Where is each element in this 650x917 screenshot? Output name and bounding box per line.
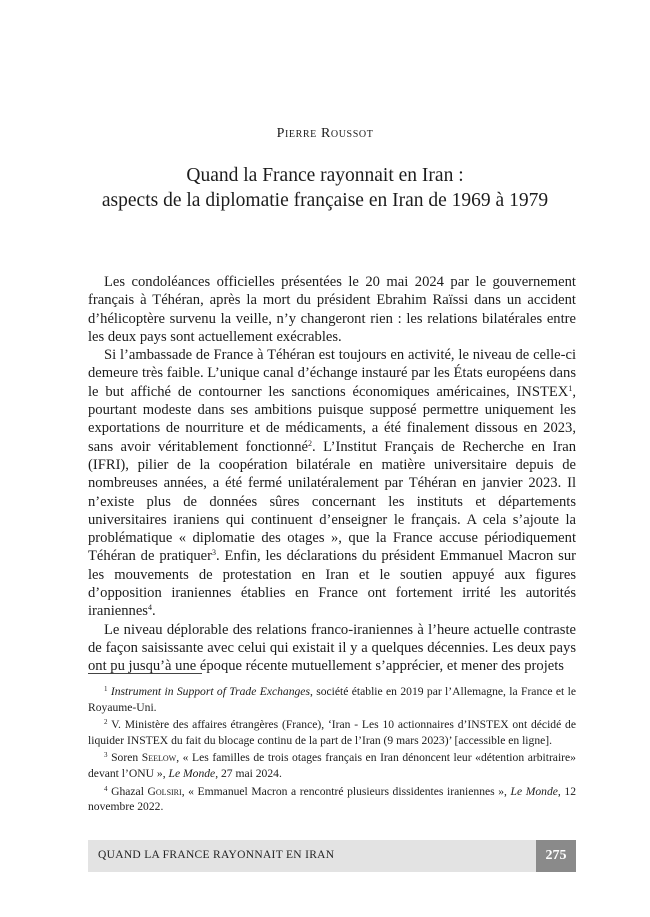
footnote-3-date: , 27 mai 2024.	[215, 766, 282, 780]
paragraph-1: Les condoléances officielles présentées le 20 mai 2024 par le gouvernement français à Téhéran, après la mort du président Ebrahim Raïssi dans un accident d’hélicoptère survenu la veille, n’y changeront rien : les relations bilatérales entre les deux pays sont actuellement exécrables.	[88, 274, 576, 345]
footnote-4-text: , « Emmanuel Macron a rencontré plusieurs dissidentes iraniennes »,	[181, 784, 511, 798]
article-title	[40, 163, 610, 213]
footnote-ref-4[interactable]: 4	[147, 603, 152, 613]
paragraph-2	[88, 346, 576, 620]
footnote-3-author-last: Seelow	[141, 751, 177, 765]
footnote-ref-3[interactable]: 3	[212, 548, 217, 558]
footnote-4-number: 4	[104, 784, 108, 793]
body-text	[88, 273, 576, 676]
footnote-3-journal: Le Monde	[168, 766, 216, 780]
page-number: 275	[536, 840, 576, 872]
footnote-1	[88, 684, 576, 715]
running-footer	[88, 840, 576, 872]
footnote-ref-2[interactable]: 2	[308, 438, 313, 448]
footnote-4	[88, 784, 576, 815]
footnote-2-number: 2	[104, 718, 108, 727]
article-title-line-2: aspects de la diplomatie française en Iran de 1969 à 1979	[101, 190, 549, 211]
footnote-3-number: 3	[104, 751, 108, 760]
footnote-4-author-last: Golsiri	[147, 784, 182, 798]
paragraph-2-part-b: , pourtant modeste dans ses ambitions puisque supposé permettre uniquement les exportations de nourriture et de médicaments, a été finalement dissous en 2023, sans avoir véritablement fonctionné	[88, 383, 576, 455]
footnote-2-text: V. Ministère des affaires étrangères (France), ‘Iran - Les 10 actionnaires d’INSTEX ont décidé de liquider INSTEX du fait du blocage continu de la part de l’Iran (9 mars 2023)’ [accessible en ligne].	[88, 718, 576, 747]
footnote-4-date: , 12 novembre 2022.	[88, 784, 577, 814]
author-name: Pierre Roussot	[276, 126, 374, 141]
footnote-ref-1[interactable]: 1	[568, 383, 573, 393]
footnote-1-italic: Instrument in Support of Trade Exchanges	[110, 685, 310, 698]
footnote-4-author-first: Ghazal	[111, 784, 144, 798]
paragraph-2-part-d: . Enfin, les déclarations du président Emmanuel Macron sur les mouvements de protestation en Iran et le soutien appuyé aux figures d’opposition iraniennes établies en France ont fortement irrité les autorités iraniennes	[88, 548, 577, 620]
footnote-2	[88, 717, 576, 748]
paragraph-2-part-a: Si l’ambassade de France à Téhéran est toujours en activité, le niveau de celle-ci demeure très faible. L’unique canal d’échange instauré par les États européens dans le but affiché de contourner les sanctions économiques américaines, INSTEX	[88, 347, 576, 400]
footnote-3	[88, 750, 576, 781]
footnote-3-text: , « Les familles de trois otages français en Iran dénoncent leur «détention arbitraire» devant l’ONU »,	[88, 751, 576, 780]
running-title: QUAND LA FRANCE RAYONNAIT EN IRAN	[98, 849, 335, 861]
footnote-3-author-first: Soren	[111, 751, 139, 765]
footnotes	[88, 684, 576, 817]
paragraph-2-part-c: . L’Institut Français de Recherche en Iran (IFRI), pilier de la coopération bilatérale en matière universitaire depuis de nombreuses années, a été fermé unilatéralement par Téhéran en janvier 2023. Il n’existe plus de données sûres concernant les instituts et départements universitaires iraniens qui continuent d’enseigner le français. A cela s’ajoute la problématique « diplomatie des otages », que la France accuse périodiquement Téhéran de pratiquer	[88, 438, 577, 565]
article-title-line-1: Quand la France rayonnait en Iran :	[186, 165, 464, 186]
paragraph-3: Le niveau déplorable des relations franco-iraniennes à l’heure actuelle contraste de façon saisissante avec celui qui existait il y a quelques décennies. Les deux pays ont pu jusqu’à une époque récente mutuellement s’apprécier, et mener des projets	[88, 621, 576, 675]
paragraph-2-part-e: .	[151, 603, 156, 620]
footnote-4-journal: Le Monde	[510, 784, 558, 798]
footnote-separator	[88, 673, 202, 674]
footnote-1-number: 1	[104, 685, 108, 693]
footnote-1-text: , société établie en 2019 par l’Allemagne, la France et le Royaume-Uni.	[88, 685, 576, 714]
